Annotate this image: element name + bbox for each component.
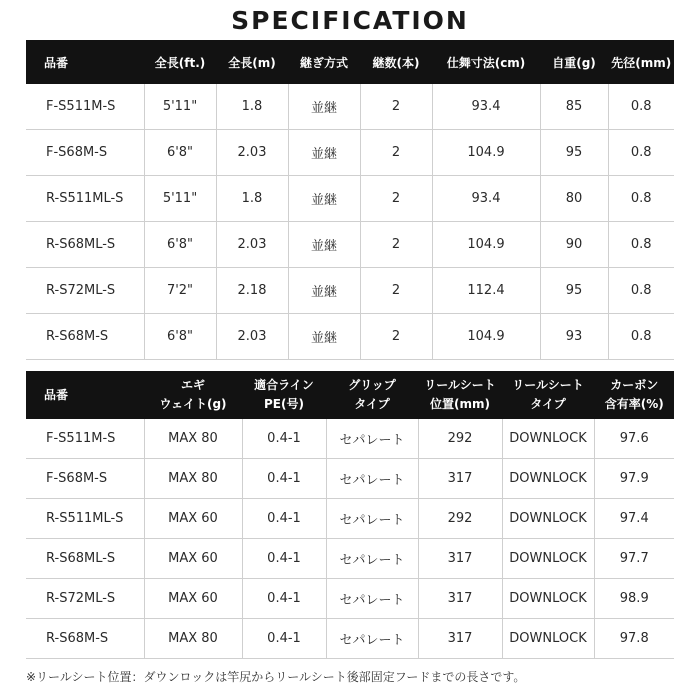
cell-tip-diameter: 0.8: [608, 84, 674, 130]
cell-closed-length: 93.4: [432, 176, 540, 222]
header-line-pe: [242, 371, 326, 419]
header-reel-seat-position: [418, 371, 502, 419]
table-row: [26, 314, 674, 360]
cell-reel-seat-type: DOWNLOCK: [502, 459, 594, 499]
cell-grip-type: セパレート: [326, 539, 418, 579]
cell-length-ft: 6'8": [144, 314, 216, 360]
header-weight: 自重(g): [540, 40, 608, 84]
cell-line-pe: 0.4-1: [242, 619, 326, 659]
cell-carbon-content: 97.6: [594, 419, 674, 459]
cell-tip-diameter: 0.8: [608, 314, 674, 360]
cell-reel-seat-position: 317: [418, 539, 502, 579]
cell-length-m: 2.03: [216, 314, 288, 360]
cell-weight: 85: [540, 84, 608, 130]
table-header-row: [26, 40, 674, 84]
header-reel-seat-type: [502, 371, 594, 419]
cell-weight: 95: [540, 130, 608, 176]
table-row: [26, 268, 674, 314]
cell-carbon-content: 97.4: [594, 499, 674, 539]
header-line: 品番: [44, 387, 69, 402]
header-line: PE(号): [264, 397, 304, 411]
cell-egi-weight: MAX 60: [144, 539, 242, 579]
header-carbon-content: [594, 371, 674, 419]
cell-length-ft: 7'2": [144, 268, 216, 314]
cell-egi-weight: MAX 60: [144, 579, 242, 619]
cell-weight: 80: [540, 176, 608, 222]
cell-model: R-S68ML-S: [26, 222, 144, 268]
table-row: [26, 419, 674, 459]
header-line: グリップ: [348, 378, 396, 392]
header-length-ft: 全長(ft.): [144, 40, 216, 84]
cell-reel-seat-type: DOWNLOCK: [502, 619, 594, 659]
cell-weight: 93: [540, 314, 608, 360]
spec-table-detail: [26, 371, 674, 659]
cell-model: R-S511ML-S: [26, 499, 144, 539]
cell-egi-weight: MAX 80: [144, 619, 242, 659]
cell-length-ft: 6'8": [144, 130, 216, 176]
table-row: [26, 130, 674, 176]
footnote: ※リールシート位置：ダウンロックは竿尻からリールシート後部固定フードまでの長さです。: [26, 670, 526, 684]
cell-carbon-content: 98.9: [594, 579, 674, 619]
cell-grip-type: セパレート: [326, 499, 418, 539]
cell-model: F-S511M-S: [26, 84, 144, 130]
header-joint-type: 継ぎ方式: [288, 40, 360, 84]
cell-length-m: 2.18: [216, 268, 288, 314]
header-closed-length: 仕舞寸法(cm): [432, 40, 540, 84]
cell-reel-seat-position: 317: [418, 619, 502, 659]
cell-egi-weight: MAX 60: [144, 499, 242, 539]
table-row: [26, 539, 674, 579]
cell-line-pe: 0.4-1: [242, 579, 326, 619]
cell-model: R-S68ML-S: [26, 539, 144, 579]
cell-length-m: 2.03: [216, 130, 288, 176]
cell-carbon-content: 97.9: [594, 459, 674, 499]
header-line: エギ: [180, 378, 205, 392]
cell-model: R-S68M-S: [26, 619, 144, 659]
table-row: [26, 579, 674, 619]
header-model: [26, 371, 144, 419]
cell-reel-seat-position: 292: [418, 419, 502, 459]
header-tip-diameter: 先径(mm): [608, 40, 674, 84]
header-line: ウェイト(g): [159, 397, 227, 411]
header-line: リールシート: [424, 378, 496, 392]
table-header-row: [26, 371, 674, 419]
cell-closed-length: 104.9: [432, 130, 540, 176]
header-line: 適合ライン: [254, 378, 314, 392]
header-line: 含有率(%): [604, 397, 664, 411]
cell-tip-diameter: 0.8: [608, 130, 674, 176]
cell-length-m: 2.03: [216, 222, 288, 268]
cell-pieces: 2: [360, 314, 432, 360]
header-grip-type: [326, 371, 418, 419]
header-line: タイプ: [530, 397, 566, 411]
cell-reel-seat-position: 317: [418, 459, 502, 499]
cell-model: F-S511M-S: [26, 419, 144, 459]
cell-model: F-S68M-S: [26, 130, 144, 176]
page-title: SPECIFICATION: [231, 6, 469, 35]
table-row: [26, 176, 674, 222]
header-model: 品番: [26, 40, 144, 84]
table-row: [26, 222, 674, 268]
cell-joint-type: 並継: [288, 176, 360, 222]
cell-reel-seat-type: DOWNLOCK: [502, 579, 594, 619]
cell-joint-type: 並継: [288, 130, 360, 176]
cell-egi-weight: MAX 80: [144, 419, 242, 459]
cell-length-ft: 5'11": [144, 176, 216, 222]
cell-model: R-S72ML-S: [26, 268, 144, 314]
cell-closed-length: 104.9: [432, 314, 540, 360]
cell-carbon-content: 97.7: [594, 539, 674, 579]
table-row: [26, 499, 674, 539]
cell-line-pe: 0.4-1: [242, 539, 326, 579]
cell-length-ft: 6'8": [144, 222, 216, 268]
cell-closed-length: 93.4: [432, 84, 540, 130]
cell-pieces: 2: [360, 84, 432, 130]
header-pieces: 継数(本): [360, 40, 432, 84]
cell-tip-diameter: 0.8: [608, 176, 674, 222]
cell-line-pe: 0.4-1: [242, 499, 326, 539]
cell-pieces: 2: [360, 130, 432, 176]
cell-grip-type: セパレート: [326, 619, 418, 659]
cell-carbon-content: 97.8: [594, 619, 674, 659]
cell-tip-diameter: 0.8: [608, 222, 674, 268]
header-line: リールシート: [512, 378, 584, 392]
cell-reel-seat-type: DOWNLOCK: [502, 539, 594, 579]
cell-model: F-S68M-S: [26, 459, 144, 499]
cell-length-m: 1.8: [216, 176, 288, 222]
cell-joint-type: 並継: [288, 314, 360, 360]
cell-egi-weight: MAX 80: [144, 459, 242, 499]
cell-model: R-S68M-S: [26, 314, 144, 360]
cell-length-m: 1.8: [216, 84, 288, 130]
cell-reel-seat-position: 292: [418, 499, 502, 539]
cell-pieces: 2: [360, 268, 432, 314]
table-row: [26, 84, 674, 130]
cell-reel-seat-position: 317: [418, 579, 502, 619]
cell-grip-type: セパレート: [326, 459, 418, 499]
cell-grip-type: セパレート: [326, 579, 418, 619]
cell-weight: 90: [540, 222, 608, 268]
cell-closed-length: 112.4: [432, 268, 540, 314]
header-egi-weight: [144, 371, 242, 419]
cell-length-ft: 5'11": [144, 84, 216, 130]
cell-tip-diameter: 0.8: [608, 268, 674, 314]
header-line: 位置(mm): [430, 397, 490, 411]
cell-joint-type: 並継: [288, 268, 360, 314]
cell-line-pe: 0.4-1: [242, 419, 326, 459]
cell-weight: 95: [540, 268, 608, 314]
cell-pieces: 2: [360, 176, 432, 222]
spec-table-basic: [26, 40, 674, 360]
cell-joint-type: 並継: [288, 222, 360, 268]
cell-closed-length: 104.9: [432, 222, 540, 268]
table-row: [26, 619, 674, 659]
cell-reel-seat-type: DOWNLOCK: [502, 499, 594, 539]
cell-model: R-S72ML-S: [26, 579, 144, 619]
header-line: タイプ: [354, 397, 390, 411]
cell-joint-type: 並継: [288, 84, 360, 130]
table-row: [26, 459, 674, 499]
cell-pieces: 2: [360, 222, 432, 268]
header-length-m: 全長(m): [216, 40, 288, 84]
cell-line-pe: 0.4-1: [242, 459, 326, 499]
cell-grip-type: セパレート: [326, 419, 418, 459]
header-line: カーボン: [610, 378, 659, 392]
cell-reel-seat-type: DOWNLOCK: [502, 419, 594, 459]
cell-model: R-S511ML-S: [26, 176, 144, 222]
